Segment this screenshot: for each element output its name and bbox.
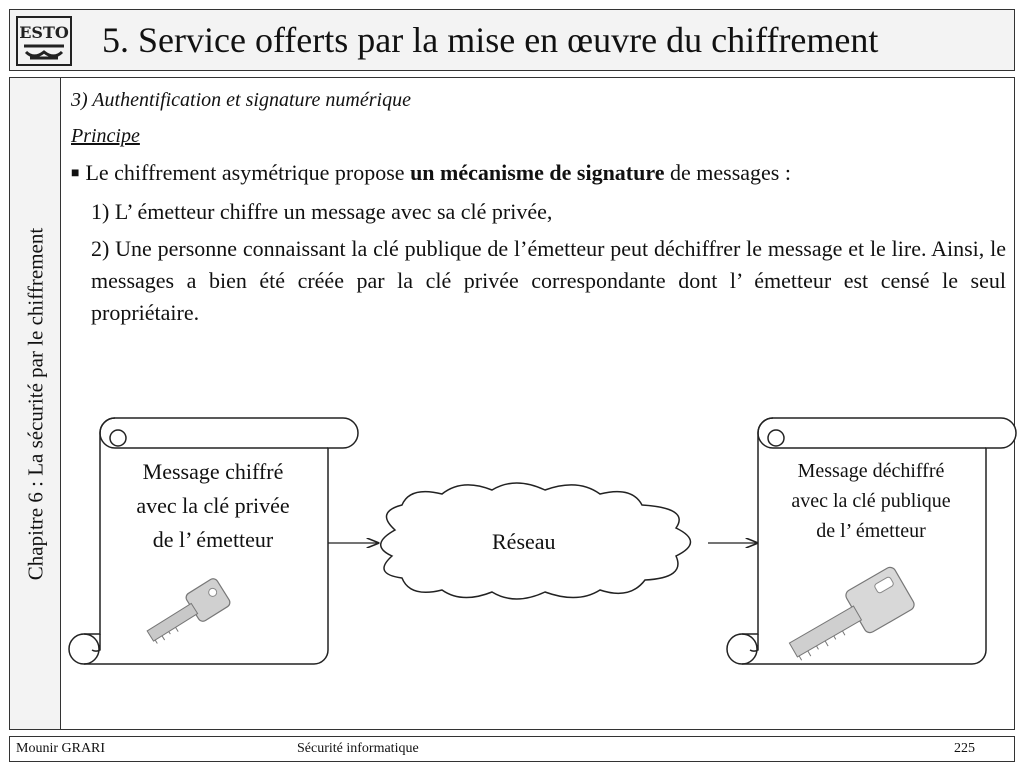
bullet-text-post: de messages :: [664, 160, 791, 185]
svg-text:ESTO: ESTO: [19, 23, 69, 42]
square-bullet-icon: ■: [71, 166, 80, 181]
principe-heading: Principe: [71, 125, 140, 147]
footer-author: Mounir GRARI: [16, 741, 106, 756]
right-scroll-line-3: de l’ émetteur: [816, 520, 926, 542]
network-label: Réseau: [492, 529, 556, 554]
step-2: 2) Une personne connaissant la clé publique de l’émetteur peut déchiffrer le message et le lire. Ainsi, le messages a bien été créée par la clé privée correspondante dont l’ émetteur est censé le seul propriétaire.: [91, 236, 1006, 325]
right-scroll-line-2: avec la clé publique: [791, 490, 951, 512]
right-scroll-text: [764, 456, 978, 546]
left-scroll-line-1: Message chiffré: [142, 459, 284, 484]
footer-course: Sécurité informatique: [297, 741, 419, 756]
chapter-label: Chapitre 6 : La sécurité par le chiffrement: [23, 227, 48, 581]
bullet-text-bold: un mécanisme de signature: [410, 160, 665, 185]
left-scroll-line-2: avec la clé privée: [136, 493, 290, 518]
slide-footer: [9, 736, 1015, 762]
left-scroll-text: [108, 455, 318, 557]
page-title: 5. Service offerts par la mise en œuvre du chiffrement: [102, 20, 879, 60]
section-title: 3) Authentification et signature numérique: [71, 89, 411, 111]
left-scroll-line-3: de l’ émetteur: [152, 527, 274, 552]
right-scroll-line-1: Message déchiffré: [797, 460, 945, 482]
bullet-text-pre: Le chiffrement asymétrique propose: [85, 160, 411, 185]
footer-page-number: 225: [954, 741, 975, 756]
step-1: 1) L’ émetteur chiffre un message avec sa clé privée,: [91, 199, 553, 224]
